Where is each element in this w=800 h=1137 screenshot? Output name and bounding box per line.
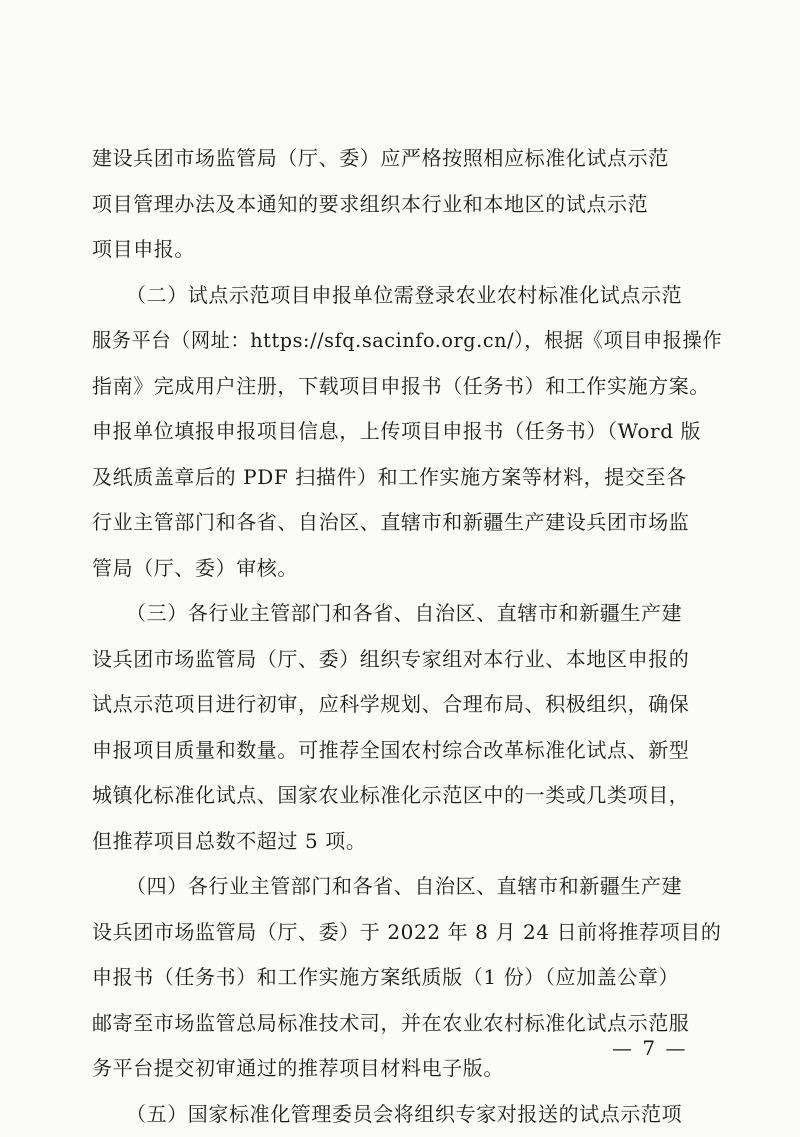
text-line: 项目管理办法及本通知的要求组织本行业和本地区的试点示范	[92, 182, 722, 228]
text-line: 试点示范项目进行初审，应科学规划、合理布局、积极组织，确保	[92, 682, 722, 728]
text-line: （三）各行业主管部门和各省、自治区、直辖市和新疆生产建	[92, 591, 722, 637]
text-line: （二）试点示范项目申报单位需登录农业农村标准化试点示范	[92, 273, 722, 319]
text-line: （四）各行业主管部门和各省、自治区、直辖市和新疆生产建	[92, 864, 722, 910]
text-line: 设兵团市场监管局（厅、委）组织专家组对本行业、本地区申报的	[92, 637, 722, 683]
text-line: 城镇化标准化试点、国家农业标准化示范区中的一类或几类项目，	[92, 773, 722, 819]
text-line: 但推荐项目总数不超过 5 项。	[92, 819, 722, 865]
body-text	[92, 136, 722, 1137]
paragraph-item-5	[92, 1092, 722, 1137]
text-line: 申报单位填报申报项目信息，上传项目申报书（任务书）（Word 版	[92, 409, 722, 455]
text-line: 设兵团市场监管局（厅、委）于 2022 年 8 月 24 日前将推荐项目的	[92, 910, 722, 956]
page-number: — 7 —	[612, 1036, 687, 1060]
paragraph-item-3	[92, 591, 722, 864]
text-line: 管局（厅、委）审核。	[92, 546, 722, 592]
paragraph-continued	[92, 136, 722, 273]
text-line: 指南》完成用户注册，下载项目申报书（任务书）和工作实施方案。	[92, 364, 722, 410]
text-line: 及纸质盖章后的 PDF 扫描件）和工作实施方案等材料，提交至各	[92, 455, 722, 501]
text-line: （五）国家标准化管理委员会将组织专家对报送的试点示范项	[92, 1092, 722, 1137]
text-line: 申报项目质量和数量。可推荐全国农村综合改革标准化试点、新型	[92, 728, 722, 774]
text-line: 项目申报。	[92, 227, 722, 273]
text-line: 服务平台（网址：https://sfq.sacinfo.org.cn/），根据《项目申报操作	[92, 318, 697, 364]
text-line: 行业主管部门和各省、自治区、直辖市和新疆生产建设兵团市场监	[92, 500, 722, 546]
text-line: 建设兵团市场监管局（厅、委）应严格按照相应标准化试点示范	[92, 136, 722, 182]
text-line: 申报书（任务书）和工作实施方案纸质版（1 份）（应加盖公章）	[92, 955, 722, 1001]
text-line: 邮寄至市场监管总局标准技术司，并在农业农村标准化试点示范服	[92, 1001, 722, 1047]
text-line: 务平台提交初审通过的推荐项目材料电子版。	[92, 1046, 722, 1092]
paragraph-item-2	[92, 273, 722, 592]
